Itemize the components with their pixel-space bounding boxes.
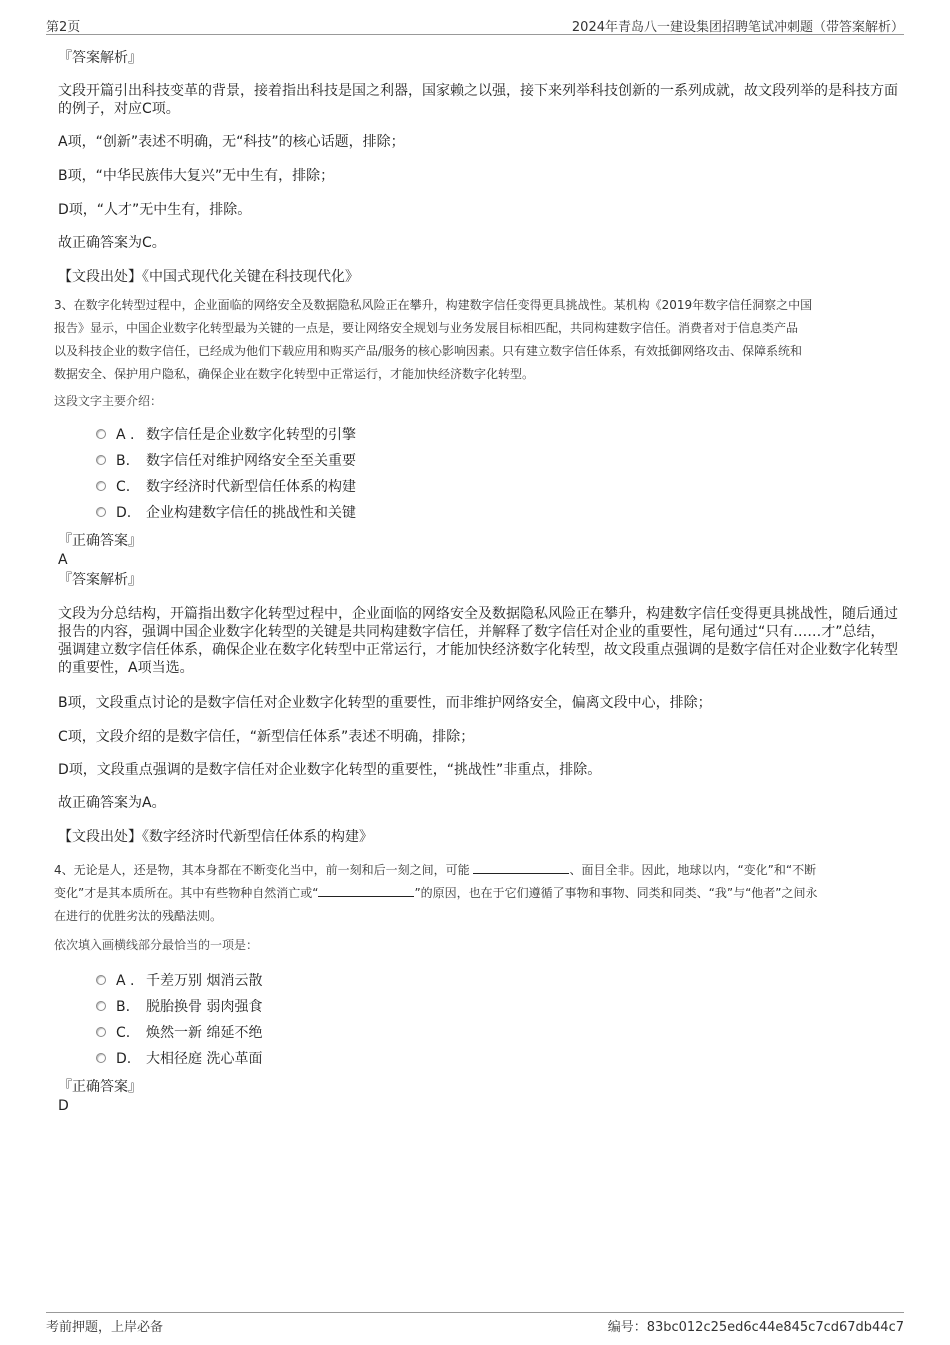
q3-answer-label: 『正确答案』 — [58, 533, 142, 549]
q4-option-a[interactable]: A . 千差万别 烟消云散 — [96, 971, 262, 991]
blank-line-1 — [473, 861, 569, 874]
radio-icon[interactable] — [96, 507, 106, 517]
radio-icon[interactable] — [96, 481, 106, 491]
q3-analysis-label: 『答案解析』 — [58, 572, 142, 588]
radio-icon[interactable] — [96, 1001, 106, 1011]
q3-answer: A — [58, 552, 68, 568]
q3-option-b[interactable]: B. 数字信任对维护网络安全至关重要 — [96, 451, 356, 471]
q2-analysis-label: 『答案解析』 — [58, 50, 142, 66]
radio-icon[interactable] — [96, 1027, 106, 1037]
q2-conclusion: 故正确答案为C。 — [58, 235, 166, 251]
q4-option-c[interactable]: C. 焕然一新 绵延不绝 — [96, 1023, 262, 1043]
q4-answer-label: 『正确答案』 — [58, 1079, 142, 1095]
radio-icon[interactable] — [96, 429, 106, 439]
q3-conclusion: 故正确答案为A。 — [58, 795, 166, 811]
q3-option-d[interactable]: D. 企业构建数字信任的挑战性和关键 — [96, 503, 356, 523]
q2-option-a-note: A项，“创新”表述不明确，无“科技”的核心话题，排除； — [58, 134, 405, 150]
q3-prompt: 这段文字主要介绍： — [54, 394, 163, 408]
q3-source: 【文段出处】《数字经济时代新型信任体系的构建》 — [58, 829, 373, 845]
page-header — [46, 14, 904, 35]
q3-analysis: 文段为分总结构，开篇指出数字化转型过程中，企业面临的网络安全及数据隐私风险正在攀升，构建数字信任变得更具挑战性，随后通过报告的内容，强调中国企业数字化转型的关键是共同构建数字信任，并解释了数字信任对企业的重要性，尾句通过“只有……才”总结，强调建立数字信任体系，确保企业在数字化转型中正常运行，才能加快经济数字化转型，故文段重点强调的是数字信任对企业数字化转型的重要性，A项当选。 — [58, 606, 898, 676]
q4-stem: 4、无论是人，还是物，其本身都在不断变化当中，前一刻和后一刻之间，可能 、面目全非。因此，地球以内，“变化”和“不断 变化”才是其本质所在。其中有些物种自然消亡或“ ”的原因，也在于它们遵循了事物和事物、同类和同类、“我”与“他者”之间永 在进行的优胜劣汰的残酷法则。 — [54, 863, 818, 923]
q2-option-b-note: B项，“中华民族伟大复兴”无中生有，排除； — [58, 168, 335, 184]
q4-option-b[interactable]: B. 脱胎换骨 弱肉强食 — [96, 997, 262, 1017]
page-footer — [46, 1312, 904, 1333]
page-number: 第2页 — [46, 20, 81, 35]
q3-option-a[interactable]: A . 数字信任是企业数字化转型的引擎 — [96, 425, 356, 445]
q3-option-b-note: B项，文段重点讨论的是数字信任对企业数字化转型的重要性，而非维护网络安全，偏离文段中心，排除； — [58, 695, 712, 711]
document-id: 编号：83bc012c25ed6c44e845c7cd67db44c7 — [607, 1320, 904, 1335]
q3-option-c[interactable]: C. 数字经济时代新型信任体系的构建 — [96, 477, 356, 497]
radio-icon[interactable] — [96, 975, 106, 985]
radio-icon[interactable] — [96, 455, 106, 465]
q4-prompt: 依次填入画横线部分最恰当的一项是： — [54, 938, 259, 952]
q2-option-d-note: D项，“人才”无中生有，排除。 — [58, 202, 252, 218]
q3-stem: 3、在数字化转型过程中，企业面临的网络安全及数据隐私风险正在攀升，构建数字信任变得更具挑战性。某机构《2019年数字信任洞察之中国 报告》显示，中国企业数字化转型最为关键的一点是，要让网络安全规划与业务发展目标相匹配，共同构建数字信任。消费者对于信息类产品 以及科技企业的数字信任，已经成为他们下载应用和购买产品/服务的核心影响因素。只有建立数字信任体系，有效抵御网络攻击、保障系统和 数据安全、保护用户隐私，确保企业在数字化转型中正常运行，才能加快经济数字化转型。 — [54, 298, 813, 381]
blank-line-2 — [318, 884, 414, 897]
q4-option-d[interactable]: D. 大相径庭 洗心革面 — [96, 1049, 262, 1069]
footer-slogan: 考前押题，上岸必备 — [46, 1320, 164, 1335]
radio-icon[interactable] — [96, 1053, 106, 1063]
q4-answer: D — [58, 1098, 69, 1114]
q2-source: 【文段出处】《中国式现代化关键在科技现代化》 — [58, 269, 359, 285]
q3-option-c-note: C项，文段介绍的是数字信任，“新型信任体系”表述不明确，排除； — [58, 729, 475, 745]
q2-analysis: 文段开篇引出科技变革的背景，接着指出科技是国之利器，国家赖之以强，接下来列举科技创新的一系列成就，故文段列举的是科技方面的例子，对应C项。 — [58, 83, 898, 117]
q3-option-d-note: D项，文段重点强调的是数字信任对企业数字化转型的重要性，“挑战性”非重点，排除。 — [58, 762, 602, 778]
document-title: 2024年青岛八一建设集团招聘笔试冲刺题（带答案解析） — [571, 20, 904, 35]
